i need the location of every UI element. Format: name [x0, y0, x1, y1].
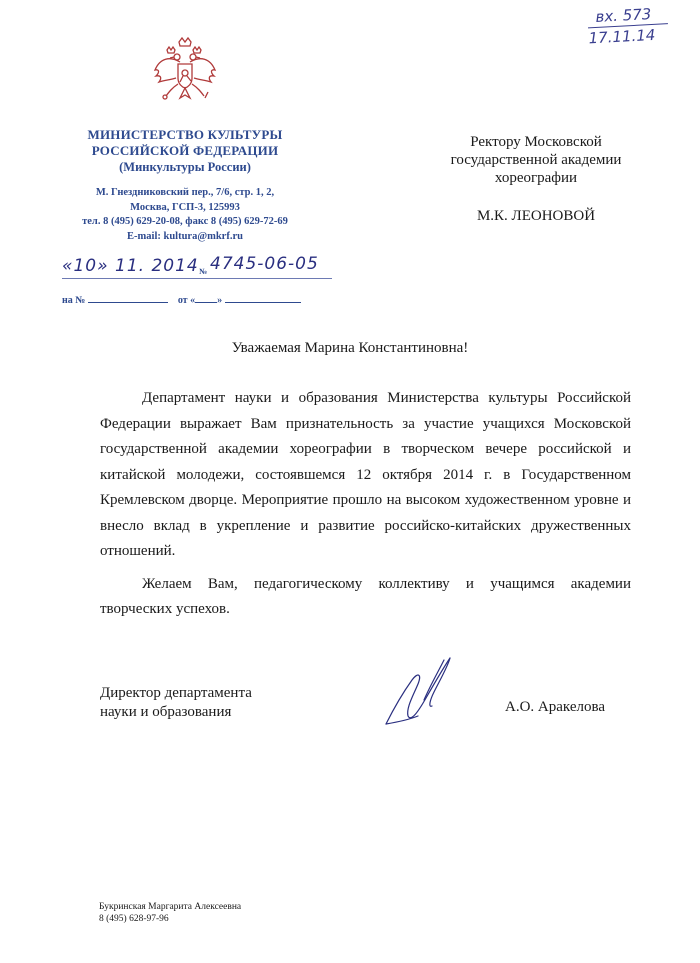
executor-name: Букринская Маргарита Алексеевна — [99, 902, 242, 912]
registration-number: 4745-06-05 — [210, 254, 319, 274]
signatory-title-line1: Директор департамента — [100, 685, 252, 701]
addressee-person: М.К. ЛЕОНОВОЙ — [476, 208, 596, 224]
ministry-short-name: (Минкультуры России) — [119, 160, 251, 174]
addressee-line3: хореографии — [494, 170, 578, 186]
registration-number-sign: № — [199, 267, 208, 276]
reference-date-mid: » — [217, 295, 223, 306]
ministry-header — [60, 127, 310, 244]
address-line2: Москва, ГСП-3, 125993 — [130, 201, 240, 213]
reference-line — [62, 292, 312, 306]
coat-of-arms-icon — [150, 36, 220, 112]
greeting: Уважаемая Марина Константиновна! — [231, 340, 469, 356]
address-line1: М. Гнездниковский пер., 7/6, стр. 1, 2, — [95, 187, 275, 198]
signatory-title-line2: науки и образования — [100, 704, 232, 720]
registration-line — [62, 256, 332, 282]
executor-info — [99, 901, 241, 925]
letter-paragraph-1: Департамент науки и образования Министерства культуры Российской Федерации выражает Вам признательность за участие учащихся Московской государственной академии хореографии в творческом вечере российской и китайской молодежи, состоявшемся 12 октября 2014 г. в Государственном Кремлевском дворце. Мероприятие прошло на высоком художественном уровне и внесло вклад в укрепление и развитие российско-китайских дружественных отношений. — [100, 390, 631, 559]
addressee-line2: государственной академии — [450, 152, 622, 168]
signatory-name: А.О. Аракелова — [505, 699, 606, 715]
registration-date: «10» 11. 2014 — [62, 256, 199, 276]
email-line: E-mail: kultura@mkrf.ru — [127, 230, 243, 242]
executor-phone: 8 (495) 628-97-96 — [99, 914, 169, 924]
incoming-date: 17.11.14 — [588, 23, 669, 48]
incoming-stamp — [587, 4, 679, 49]
addressee-block — [418, 133, 654, 225]
phone-line: тел. 8 (495) 629-20-08, факс 8 (495) 629-72-69 — [82, 216, 288, 227]
reference-number-label: на № — [62, 295, 86, 306]
ministry-name-line1: МИНИСТЕРСТВО КУЛЬТУРЫ — [87, 127, 283, 142]
letter-paragraph-2: Желаем Вам, педагогическому коллективу и учащимся академии творческих успехов. — [100, 575, 631, 617]
incoming-number: вх. 573 — [595, 5, 652, 26]
handwritten-signature — [378, 650, 460, 730]
ministry-name-line2: РОССИЙСКОЙ ФЕДЕРАЦИИ — [91, 143, 279, 158]
signatory-title — [100, 684, 320, 722]
addressee-line1: Ректору Московской — [470, 134, 602, 150]
letter-body — [100, 386, 631, 623]
reference-date-label: от « — [177, 295, 196, 306]
